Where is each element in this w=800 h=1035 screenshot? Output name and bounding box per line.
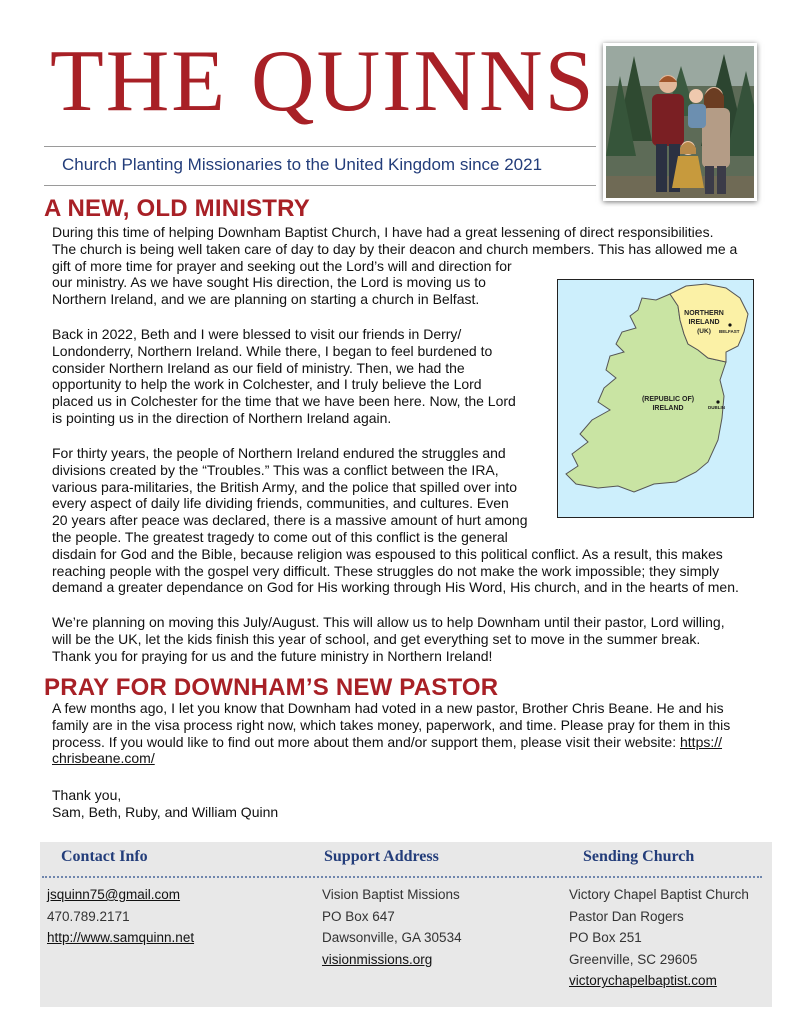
belfast-marker (728, 323, 731, 326)
text-line: The church is being well taken care of day to day by their deacon and church members. This has allowed me a (52, 240, 738, 257)
text-line: Thank you for praying for us and the future ministry in Northern Ireland! (52, 647, 493, 664)
paragraph-visit-derry (52, 326, 552, 427)
support-address-heading: Support Address (324, 848, 439, 865)
text-line: is pointing us in the direction of Northern Ireland again. (52, 409, 392, 426)
support-org-name: Vision Baptist Missions (322, 887, 460, 902)
signoff-block (52, 787, 452, 821)
support-city-state: Dawsonville, GA 30534 (322, 930, 462, 946)
sending-church-heading: Sending Church (583, 848, 695, 865)
dublin-marker (716, 400, 719, 403)
sending-church-pastor: Pastor Dan Rogers (569, 908, 684, 924)
text-line: disdain for God and the Bible, because religion was espoused to this political conflict. As a result, this makes (52, 545, 723, 562)
support-address-column (322, 884, 462, 970)
map-label-ireland: IRELAND (652, 405, 684, 412)
text-span: process. If you would like to find out more about them and/or support them, please visit their website: (52, 733, 680, 750)
map-label-ireland-uk: IRELAND (688, 319, 720, 326)
text-line: opportunity to help the work in Colchester, and I truly believe the Lord (52, 376, 482, 393)
sending-church-name: Victory Chapel Baptist Church (569, 887, 749, 902)
sending-church-website-link[interactable]: victorychapelbaptist.com (569, 973, 717, 989)
text-line: reaching people with the gospel very difficult. These struggles do not make the work impossible; they simply (52, 562, 720, 579)
title-divider-bottom (44, 185, 596, 186)
signature-text: Sam, Beth, Ruby, and William Quinn (52, 803, 279, 820)
text-line: For thirty years, the people of Northern Ireland endured the struggles and (52, 445, 506, 461)
text-line: will be the UK, let the kids finish this year of school, and get everything set to move in the summer break. (52, 630, 701, 647)
title-divider-top (44, 146, 596, 147)
text-line: 20 years after peace was declared, there is a massive amount of hurt among (52, 512, 528, 529)
sending-church-city-state: Greenville, SC 29605 (569, 951, 698, 967)
map-label-republic-of: (REPUBLIC OF) (641, 396, 695, 403)
text-line: During this time of helping Downham Baptist Church, I have had a great lessening of direct responsibilities. (52, 224, 714, 240)
section-heading-new-old-ministry: A NEW, OLD MINISTRY (44, 195, 311, 222)
contact-website-link[interactable]: http://www.samquinn.net (47, 930, 195, 946)
text-line: various para-militaries, the British Army, and the police that spilled over into (52, 478, 518, 495)
family-photo (603, 43, 757, 201)
text-line: divisions created by the “Troubles.” This was a conflict between the IRA, (52, 461, 499, 478)
support-po-box: PO Box 647 (322, 908, 395, 924)
text-line: Londonderry, Northern Ireland. While there, I began to feel burdened to (52, 342, 493, 359)
signoff-text: Thank you, (52, 787, 122, 803)
text-line: demand a greater dependance on God for His working through His Word, His church, and in the hearts of men. (52, 579, 739, 596)
text-line: placed us in Colchester for the time that we have been here. Now, the Lord (52, 393, 516, 410)
text-line: the people. The greatest tragedy to come out of this conflict is the general (52, 528, 508, 545)
footer-dotted-divider (42, 876, 762, 878)
contact-info-column (47, 884, 194, 949)
map-label-northern: NORTHERN (684, 310, 724, 317)
pastor-website-link-continued[interactable]: chrisbeane.com/ (52, 750, 155, 767)
contact-phone: 470.789.2171 (47, 908, 130, 924)
map-label-dublin: DUBLIN (708, 405, 725, 410)
text-line (52, 734, 772, 751)
text-line: our ministry. As we have sought His direction, the Lord is moving us to (52, 274, 486, 291)
text-line: Back in 2022, Beth and I were blessed to visit our friends in Derry/ (52, 326, 462, 342)
support-website-link[interactable]: visionmissions.org (322, 951, 433, 967)
contact-email-link[interactable]: jsquinn75@gmail.com (47, 887, 181, 902)
text-line: family are in the visa process right now, which takes money, paperwork, and time. Please pray for them in this (52, 716, 731, 733)
pastor-website-link[interactable]: https:// (680, 733, 723, 750)
contact-info-heading: Contact Info (61, 848, 148, 865)
text-line: every aspect of daily life dividing friends, communities, and cultures. Even (52, 495, 509, 512)
sending-church-po-box: PO Box 251 (569, 930, 642, 946)
text-line: We’re planning on moving this July/August. This will allow us to help Downham until their pastor, Lord willing, (52, 614, 725, 630)
text-line: Northern Ireland, and we are planning on starting a church in Belfast. (52, 291, 480, 308)
text-line: consider Northern Ireland as our field of ministry. Then, we had the (52, 359, 465, 376)
map-label-uk: (UK) (697, 328, 711, 335)
text-line: gift of more time for prayer and seeking out the Lord’s will and direction for (52, 257, 512, 274)
newsletter-subtitle: Church Planting Missionaries to the United Kingdom since 2021 (62, 155, 543, 174)
paragraph-moving-plans (52, 614, 772, 664)
map-label-belfast: BELFAST (719, 329, 740, 334)
paragraph-new-pastor (52, 700, 772, 767)
ireland-map (557, 279, 754, 518)
text-line (52, 750, 772, 767)
section-heading-pray-for-pastor: PRAY FOR DOWNHAM’S NEW PASTOR (44, 674, 499, 701)
text-line: A few months ago, I let you know that Downham had voted in a new pastor, Brother Chris Beane. He and his (52, 700, 724, 716)
sending-church-column (569, 884, 749, 992)
newsletter-title: THE QUINNS (50, 33, 596, 130)
